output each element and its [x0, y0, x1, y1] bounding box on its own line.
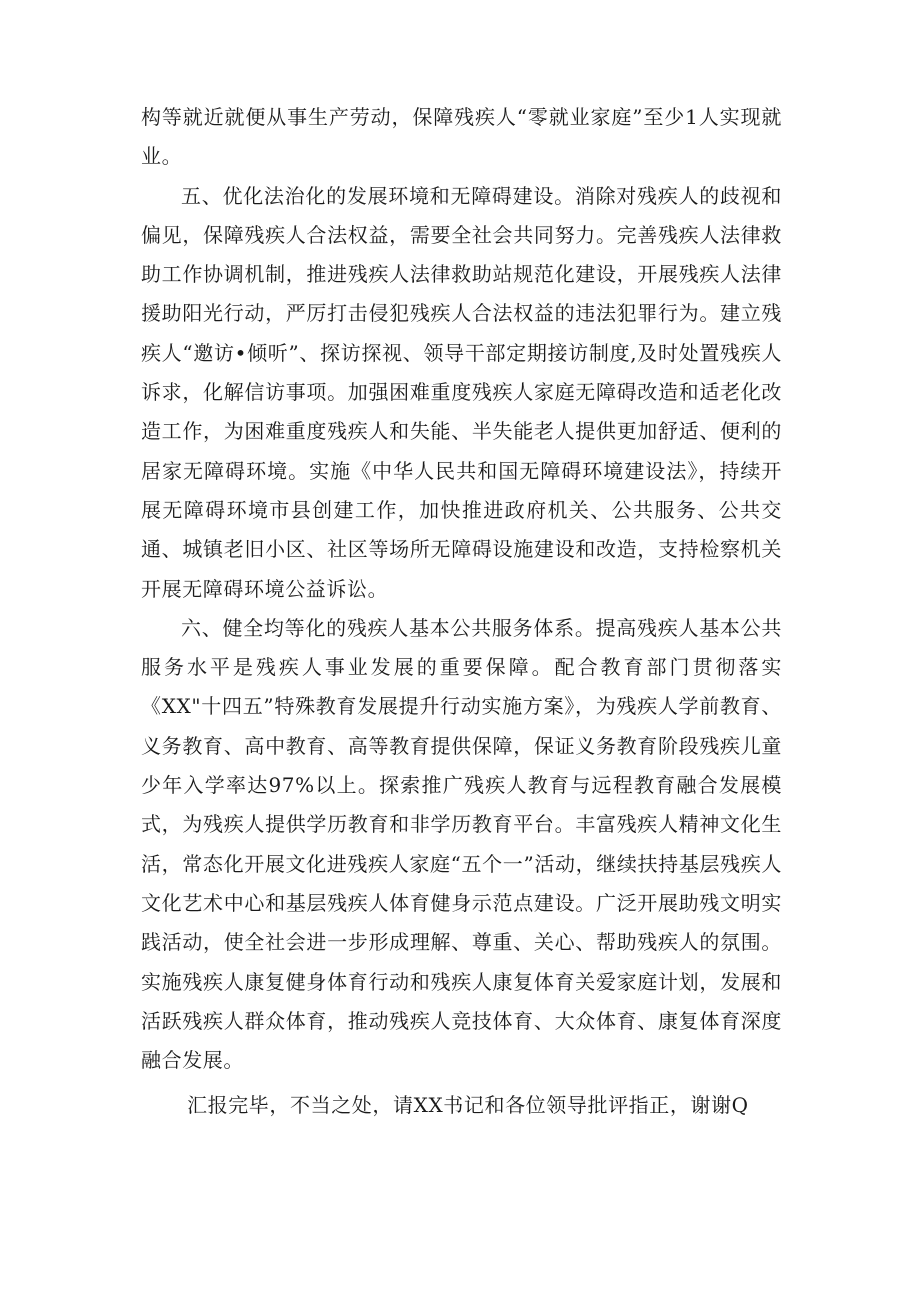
paragraph-closing: 汇报完毕，不当之处，请XX书记和各位领导批评指正，谢谢Q: [187, 1093, 749, 1118]
paragraph-section-five: 五、优化法治化的发展环境和无障碍建设。消除对残疾人的歧视和偏见，保障残疾人合法权益，需要全社会共同努力。完善残疾人法律救助工作协调机制，推进残疾人法律救助站规范化建设，开展残疾人法律援助阳光行动，严厉打击侵犯残疾人合法权益的违法犯罪行为。建立残疾人“邀访•倾听”、探访探视、领导干部定期接访制度,及时处置残疾人诉求，化解信访事项。加强困难重度残疾人家庭无障碍改造和适老化改造工作，为困难重度残疾人和失能、半失能老人提供更加舒适、便利的居家无障碍环境。实施《中华人民共和国无障碍环境建设法》，持续开展无障碍环境市县创建工作，加快推进政府机关、公共服务、公共交通、城镇老旧小区、社区等场所无障碍设施建设和改造，支持检察机关开展无障碍环境公益诉讼。: [141, 183, 782, 601]
paragraph-section-six: 六、健全均等化的残疾人基本公共服务体系。提高残疾人基本公共服务水平是残疾人事业发展的重要保障。配合教育部门贯彻落实《XX"十四五”特殊教育发展提升行动实施方案》，为残疾人学前教育、义务教育、高中教育、高等教育提供保障，保证义务教育阶段残疾儿童少年入学率达97%以上。探索推广残疾人教育与远程教育融合发展模式，为残疾人提供学历教育和非学历教育平台。丰富残疾人精神文化生活，常态化开展文化进残疾人家庭“五个一”活动，继续扶持基层残疾人文化艺术中心和基层残疾人体育健身示范点建设。广泛开展助残文明实践活动，使全社会进一步形成理解、尊重、关心、帮助残疾人的氛围。实施残疾人康复健身体育行动和残疾人康复体育关爱家庭计划，发展和活跃残疾人群众体育，推动残疾人竞技体育、大众体育、康复体育深度融合发展。: [141, 615, 782, 1073]
document-body: [141, 98, 782, 1126]
paragraph-continued: 构等就近就便从事生产劳动，保障残疾人“零就业家庭”至少1人实现就业。: [141, 105, 782, 169]
